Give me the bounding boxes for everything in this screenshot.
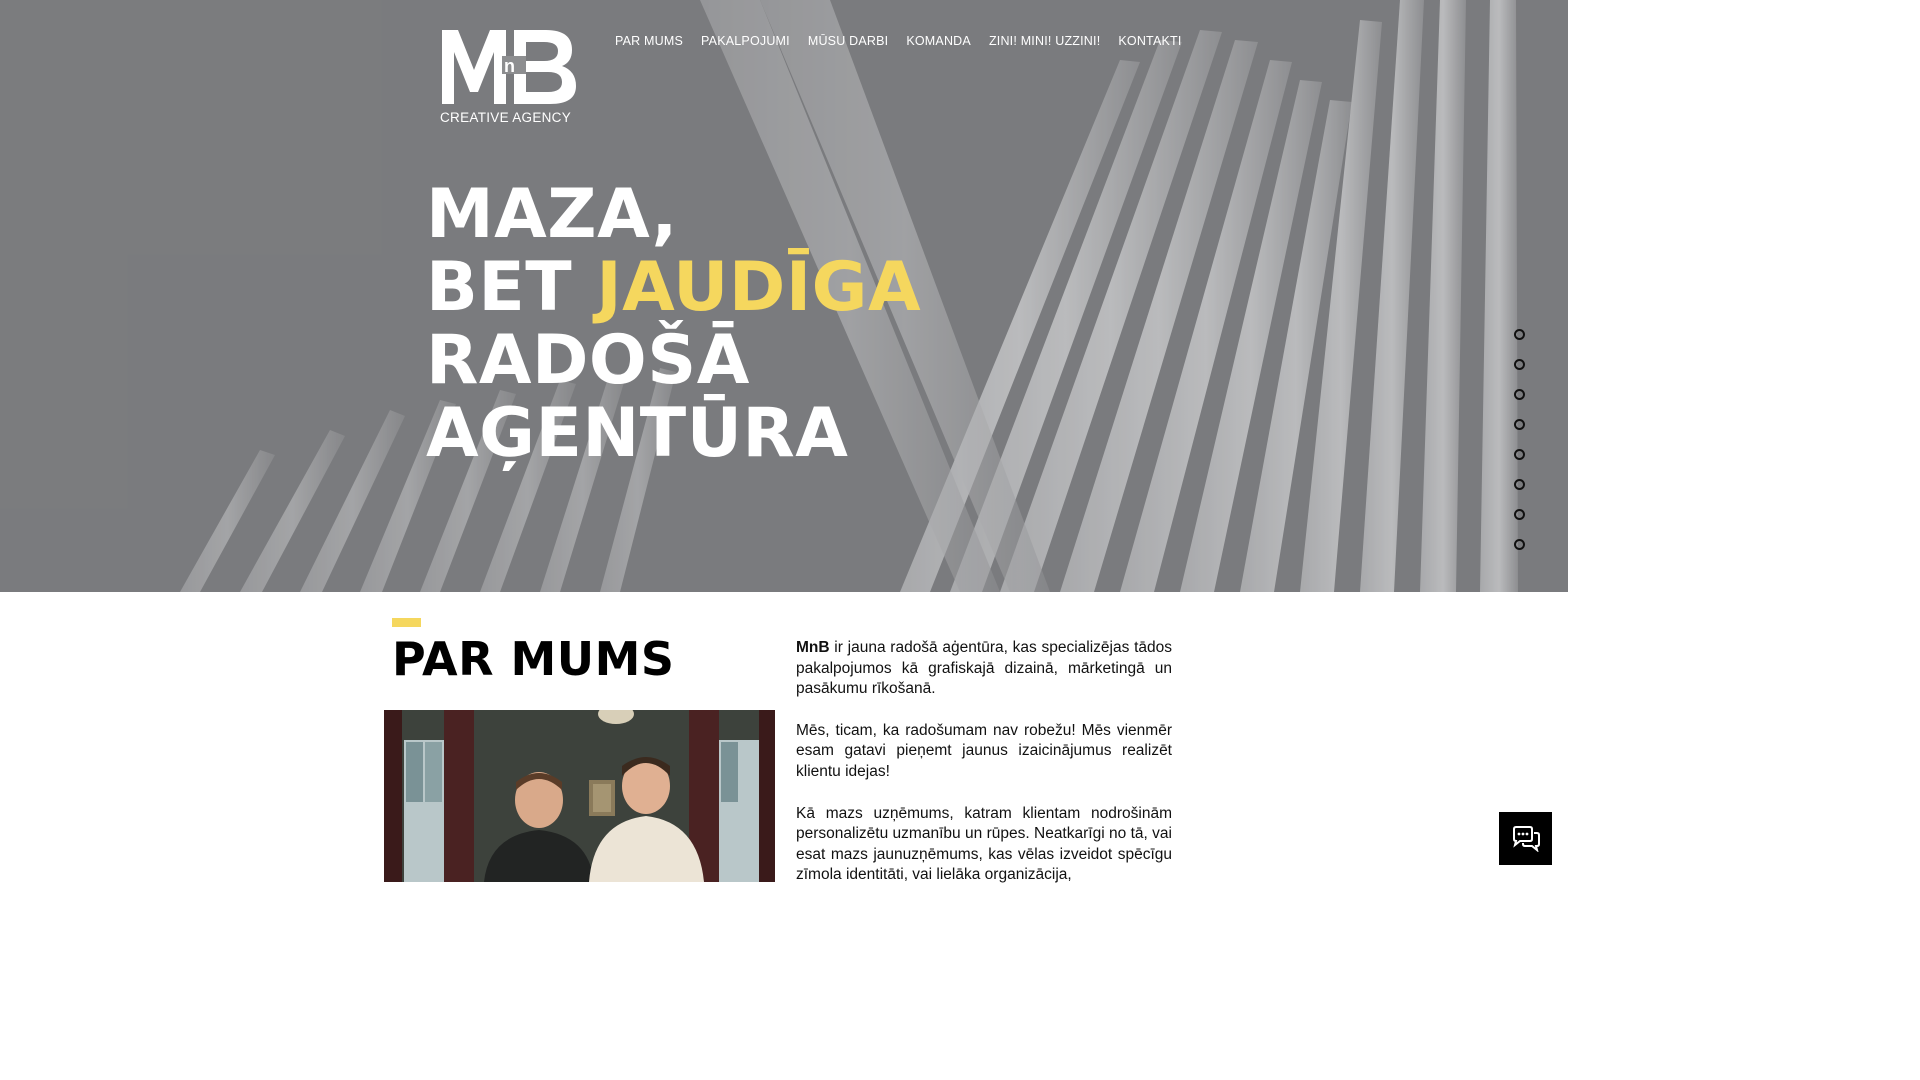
svg-text:n: n [504, 56, 515, 76]
headline-line-2 [426, 248, 922, 327]
mnb-logo-mark [440, 26, 580, 110]
chat-bubbles-icon [1511, 826, 1541, 852]
about-brand-name: MnB [796, 639, 830, 656]
brand-logo[interactable] [440, 26, 580, 130]
headline-line-3: RADOŠĀ [426, 321, 750, 400]
nav-item-pakalpojumi[interactable]: PAKALPOJUMI [701, 34, 790, 48]
nav-item-par-mums[interactable]: PAR MUMS [615, 34, 684, 48]
section-dot[interactable] [1514, 479, 1525, 490]
hero-section [0, 0, 1568, 592]
section-dot[interactable] [1514, 449, 1525, 460]
main-nav [615, 34, 1200, 48]
section-dot[interactable] [1514, 509, 1525, 520]
about-paragraph-1 [796, 638, 1172, 700]
nav-item-zini[interactable]: ZINI! MINI! UZZINI! [988, 34, 1101, 48]
about-text [796, 638, 1172, 907]
section-dot[interactable] [1514, 329, 1525, 340]
nav-item-komanda[interactable]: KOMANDA [906, 34, 971, 48]
team-photo [384, 710, 775, 882]
about-paragraph-3: Kā mazs uzņēmums, katram klientam nodrošinām personalizētu uzmanību un rūpes. Neatkarīgi no tā, vai esat mazs jaunuzņēmums, kas vēlas izveidot spēcīgu zīmola identitāti, vai lielāka organizācija, [796, 804, 1172, 884]
section-accent-bar [392, 618, 421, 627]
headline-line-2-prefix: BET [426, 248, 597, 327]
section-dot[interactable] [1514, 419, 1525, 430]
section-dot[interactable] [1514, 389, 1525, 400]
logo-subtitle: CREATIVE AGENCY [440, 110, 572, 125]
about-paragraph-1-text: ir jauna radošā aģentūra, kas specializējas tādos pakalpojumos kā grafiskajā dizainā, mārketingā un pasākumu rīkošanā. [796, 639, 1172, 698]
hero-headline [426, 175, 922, 473]
headline-accent-word: JAUDĪGA [596, 248, 922, 327]
headline-line-4: AĢENTŪRA [426, 394, 849, 473]
section-dot[interactable] [1514, 359, 1525, 370]
section-navigation-dots [1514, 329, 1525, 550]
nav-item-kontakti[interactable]: KONTAKTI [1118, 34, 1182, 48]
about-title: PAR MUMS [392, 632, 675, 686]
section-dot[interactable] [1514, 539, 1525, 550]
nav-item-musu-darbi[interactable]: MŪSU DARBI [807, 34, 889, 48]
chat-button[interactable] [1499, 812, 1552, 865]
headline-line-1: MAZA, [426, 175, 678, 254]
about-paragraph-2: Mēs, ticam, ka radošumam nav robežu! Mēs vienmēr esam gatavi pieņemt jaunus izaicinājumus realizēt klientu idejas! [796, 721, 1172, 780]
